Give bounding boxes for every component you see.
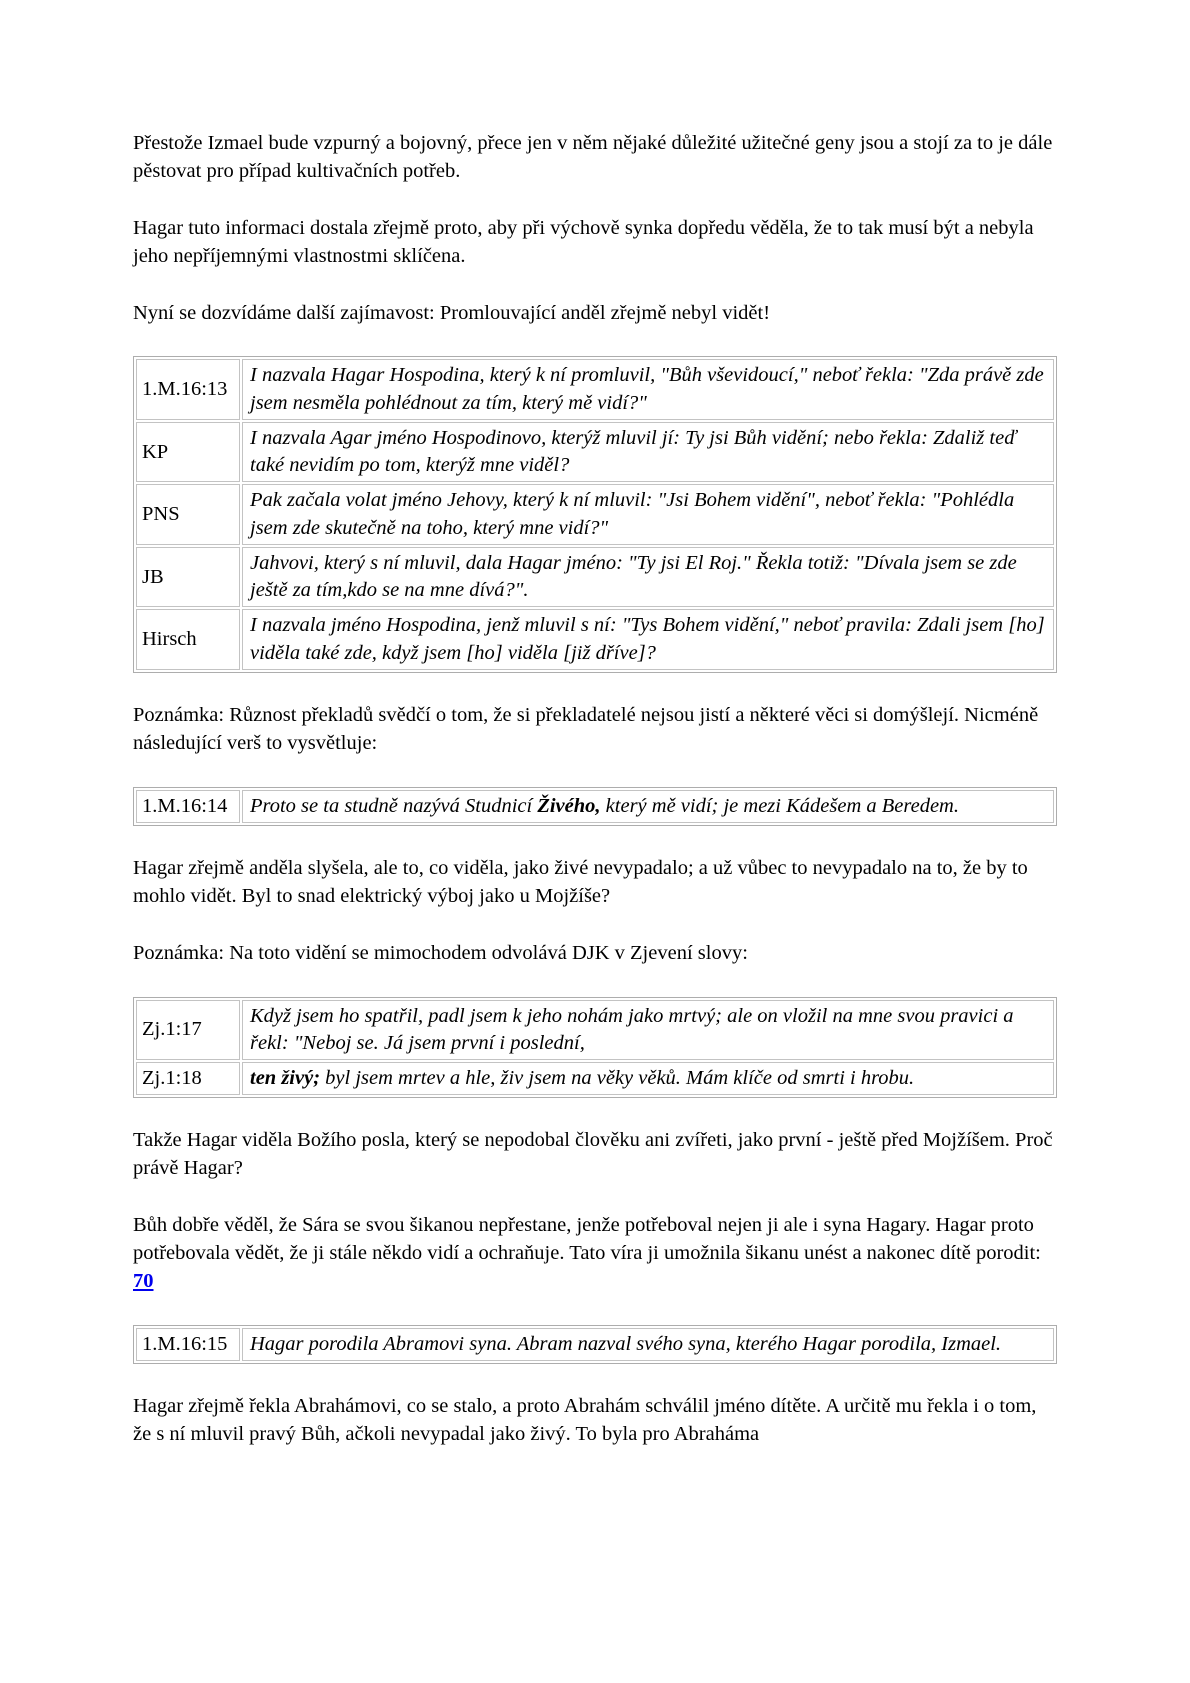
table-row (136, 1328, 1054, 1361)
table-row (136, 422, 1054, 483)
table-row (136, 1062, 1054, 1095)
paragraph-text: Bůh dobře věděl, že Sára se svou šikanou nepřestane, jenže potřeboval nejen ji ale i syna Hagary. Hagar proto potřebovala vědět, že ji stále někdo vidí a ochraňuje. Tato víra ji umožnila šikanu unést a nakonec dítě porodit: (133, 1214, 1041, 1264)
footnote-link-70[interactable]: 70 (133, 1269, 154, 1292)
table-row (136, 359, 1054, 420)
verse-reference: 1.M.16:13 (136, 359, 240, 420)
paragraph-intro-genes: Přestože Izmael bude vzpurný a bojovný, přece jen v něm nějaké důležité užitečné geny jsou a stojí za to je dále pěstovat pro případ kultivačních potřeb. (133, 132, 1053, 182)
verse-text: Když jsem ho spatřil, padl jsem k jeho nohám jako mrtvý; ale on vložil na mne svou pravici a řekl: "Neboj se. Já jsem první i poslední, (242, 1000, 1054, 1061)
verse-text-part: byl jsem mrtev a hle, živ jsem na věky věků. Mám klíče od smrti i hrobu. (320, 1067, 915, 1089)
table-row (136, 547, 1054, 608)
verse-text: Jahvovi, který s ní mluvil, dala Hagar jméno: "Ty jsi El Roj." Řekla totiž: "Dívala jsem se zde ještě za tím,kdo se na mne dívá?". (242, 547, 1054, 608)
verse-reference: JB (136, 547, 240, 608)
paragraph-note-translations: Poznámka: Různost překladů svědčí o tom, že si překladatelé nejsou jistí a některé věci si domýšlejí. Nicméně následující verš to vysvětluje: (133, 703, 1039, 754)
table-row (136, 484, 1054, 545)
paragraph-god-knew (133, 1212, 1057, 1296)
verse-table-zj1 (133, 997, 1057, 1099)
verse-reference: Zj.1:17 (136, 1000, 240, 1061)
paragraph-angel-invisible: Nyní se dozvídáme další zajímavost: Promlouvající anděl zřejmě nebyl vidět! (133, 301, 771, 324)
verse-reference: 1.M.16:15 (136, 1328, 240, 1361)
paragraph-hagar-info: Hagar tuto informaci dostala zřejmě proto, aby při výchově synka dopředu věděla, že to tak musí být a nebyla jeho nepříjemnými vlastnostmi sklíčena. (133, 216, 1034, 267)
verse-text-part: který mě vidí; je mezi Kádešem a Beredem. (600, 794, 959, 817)
paragraph-hagar-told-abraham: Hagar zřejmě řekla Abrahámovi, co se stalo, a proto Abrahám schválil jméno dítěte. A určitě mu řekla i o tom, že s ní mluvil pravý Bůh, ačkoli nevypadal jako živý. To byla pro Abraháma (133, 1394, 1037, 1445)
verse-text: Pak začala volat jméno Jehovy, který k ní mluvil: "Jsi Bohem vidění", neboť řekla: "Pohlédla jsem zde skutečně na toho, který mne vidí?" (242, 484, 1054, 545)
verse-text (242, 1062, 1054, 1095)
verse-reference: 1.M.16:14 (136, 790, 240, 823)
translations-table-1m16-13 (133, 356, 1057, 673)
verse-text-part: Proto se ta studně nazývá Studnicí (250, 794, 538, 817)
table-row (136, 790, 1054, 823)
verse-table-1m16-14 (133, 787, 1057, 826)
verse-text: I nazvala jméno Hospodina, jenž mluvil s ní: "Tys Bohem vidění," neboť pravila: Zdali jsem [ho] viděla také zde, když jsem [ho] viděla [již dříve]? (242, 609, 1054, 670)
table-row (136, 609, 1054, 670)
paragraph-hagar-heard: Hagar zřejmě anděla slyšela, ale to, co viděla, jako živé nevypadalo; a už vůbec to nevypadalo na to, že by to mohlo vidět. Byl to snad elektrický výboj jako u Mojžíše? (133, 856, 1028, 907)
verse-text-bold: ten živý; (250, 1067, 321, 1089)
verse-text: I nazvala Hagar Hospodina, který k ní promluvil, "Bůh vševidoucí," neboť řekla: "Zda právě zde jsem nesměla pohlédnout za tím, který mě vidí?" (242, 359, 1054, 420)
paragraph-note-revelation: Poznámka: Na toto vidění se mimochodem odvolává DJK v Zjevení slovy: (133, 941, 748, 964)
verse-text: I nazvala Agar jméno Hospodinovo, kterýž mluvil jí: Ty jsi Bůh vidění; nebo řekla: Zdaliž teď také nevidím po tom, kterýž mne viděl? (242, 422, 1054, 483)
verse-reference: PNS (136, 484, 240, 545)
table-row (136, 1000, 1054, 1061)
verse-table-1m16-15 (133, 1325, 1057, 1364)
verse-text-bold: Živého, (537, 794, 601, 817)
verse-reference: Hirsch (136, 609, 240, 670)
verse-reference: KP (136, 422, 240, 483)
verse-text: Hagar porodila Abramovi syna. Abram nazval svého syna, kterého Hagar porodila, Izmael. (242, 1328, 1054, 1361)
paragraph-gods-messenger: Takže Hagar viděla Božího posla, který se nepodobal člověku ani zvířeti, jako první - ještě před Mojžíšem. Proč právě Hagar? (133, 1129, 1053, 1180)
verse-reference: Zj.1:18 (136, 1062, 240, 1095)
verse-text (242, 790, 1054, 823)
